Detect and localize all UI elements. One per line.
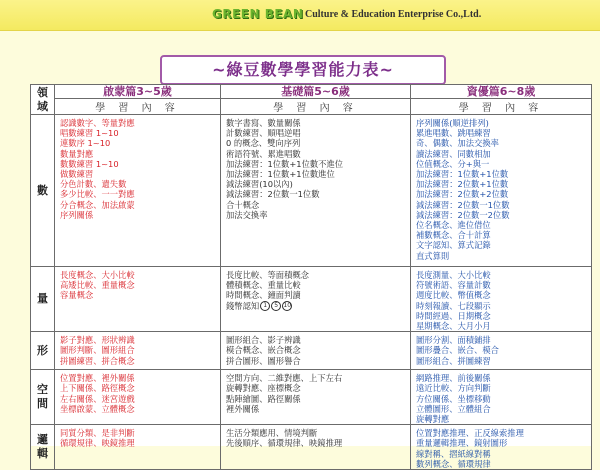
content-line: 唱數練習 1~10 [60, 128, 119, 139]
cell-space-gifted [411, 370, 592, 425]
content-line: 先後順序、循環規律、映鏡推理 [226, 438, 343, 449]
table-row [31, 267, 592, 332]
cell-shape-gifted [411, 332, 592, 370]
content-line: 上下關係、路徑概念 [60, 383, 135, 394]
cell-measure-basic [221, 267, 411, 332]
content-line: 加法練習：2位數+2位數 [416, 189, 509, 200]
content-line: 累進唱數、跳唱練習 [416, 128, 491, 139]
content-line: 位置對應、裡外關係 [60, 373, 135, 384]
content-line: 立體圖形、立體組合 [416, 403, 491, 414]
content-line: 時間概念、鐘面判讀 [226, 290, 301, 301]
domain-logic: 邏 輯 [31, 425, 55, 470]
content-line: 減法練習(10以內) [226, 179, 293, 190]
content-line: 加法交換率 [226, 209, 268, 220]
table-row [31, 332, 592, 370]
content-line: 點陣繪圖、路徑關係 [226, 393, 301, 404]
content-line: 左右關係、迷宮遊戲 [60, 393, 135, 404]
cell-number-beginner [55, 115, 221, 267]
content-line: 分色計數、遺失數 [60, 179, 127, 190]
cell-shape-beginner [55, 332, 221, 370]
cell-number-basic [221, 115, 411, 267]
content-line: 圖形判斷、圖形組合 [60, 345, 135, 356]
content-line: 圖形分割、面積鋪排 [416, 335, 491, 346]
content-line: 坐標啟蒙、立體概念 [60, 403, 135, 414]
table-row [31, 370, 592, 425]
content-line: 方位關係、坐標移動 [416, 393, 491, 404]
content-line: 遠近比較、方向判斷 [416, 383, 491, 394]
content-line: 多少比較、一一對應 [60, 189, 135, 200]
content-line: 讀法練習、同數相加 [416, 148, 491, 159]
cell-logic-basic [221, 425, 411, 470]
content-line: 減法練習：2位數一1位數 [226, 189, 320, 200]
content-line: 生活分類應用、情境判斷 [226, 428, 318, 439]
cell-space-beginner [55, 370, 221, 425]
content-line: 數字書寫、數量關係 [226, 118, 301, 128]
content-line: 拼圖練習、拼合概念 [60, 355, 135, 366]
content-line: 空間方向、二維對應、上下左右 [226, 373, 343, 384]
content-line: 加法練習：1位數+1位數進位 [226, 169, 335, 180]
content-line: 長度概念、大小比較 [60, 270, 135, 280]
content-line: 加法練習：2位數+1位數 [416, 179, 509, 190]
content-line: 循環規律、映鏡推理 [60, 438, 135, 449]
content-line: 做數練習 [60, 169, 94, 180]
cell-measure-beginner [55, 267, 221, 332]
content-line: 星期概念、大月小月 [416, 321, 491, 332]
content-line: 位置對應推理、正反線索推理 [416, 428, 524, 439]
brand-logo: GREEN BEAN [212, 7, 304, 21]
level-subheader: 學 習 內 容 [221, 99, 411, 115]
table-row [31, 425, 592, 470]
content-line: 補數概念、合十計算 [416, 230, 491, 241]
content-line: 週度比較、幣值概念 [416, 290, 491, 301]
domain-measure: 量 [31, 267, 55, 332]
content-line: 0 的概念、雙向序列 [226, 138, 301, 149]
table-row [31, 115, 592, 267]
ability-table [30, 84, 591, 469]
content-line: 減法練習：2位數一2位數 [416, 209, 510, 220]
content-line: 加法練習：1位數+1位數 [416, 169, 509, 180]
cell-number-gifted [411, 115, 592, 267]
content-line: 錢幣認知 1 5 10 [226, 300, 292, 311]
content-line: 奇、偶數、加法交換率 [416, 138, 499, 149]
content-line: 圖形組合、拼圖練習 [416, 355, 491, 366]
content-line: 時刻報讀、七段顯示 [416, 300, 491, 311]
content-line: 線對稱、摺紙線對稱 [416, 448, 491, 459]
content-line: 同質分類、是非判斷 [60, 428, 135, 439]
content-line: 術語符號、累進唱數 [226, 148, 301, 159]
company-name: Culture & Education Enterprise Co.,Ltd. [305, 9, 482, 20]
cell-logic-gifted [411, 425, 592, 470]
level-subheader: 學 習 內 容 [411, 99, 592, 115]
content-line: 認識數字、等量對應 [60, 118, 135, 128]
coin-icon: 1 [260, 301, 270, 311]
content-line: 長度測量、大小比較 [416, 270, 491, 280]
content-line: 文字認知、算式記錄 [416, 240, 491, 251]
cell-logic-beginner [55, 425, 221, 470]
content-line: 合十概念 [226, 199, 260, 210]
content-line: 裡外關係 [226, 403, 260, 414]
content-line: 拼合圖形、圖形譽合 [226, 355, 301, 366]
content-line: 位名概念、進位借位 [416, 220, 491, 231]
page-title: ~綠豆數學學習能力表~ [160, 55, 446, 85]
content-line: 序列關係 [60, 209, 94, 220]
content-line: 影子對應、形狀辨識 [60, 335, 135, 346]
cell-space-basic [221, 370, 411, 425]
content-line: 數數練習 1~10 [60, 158, 119, 169]
content-line: 模合概念、嵌合概念 [226, 345, 301, 356]
header-bar [0, 0, 600, 31]
content-line: 圖形組合、影子辨識 [226, 335, 301, 346]
domain-shape: 形 [31, 332, 55, 370]
content-line: 數列概念、循環規律 [416, 458, 491, 469]
content-line: 減法練習：2位數一1位數 [416, 199, 510, 210]
content-line: 網路推理、前後關係 [416, 373, 491, 384]
domain-number: 數 [31, 115, 55, 267]
level-subheader: 學 習 內 容 [55, 99, 221, 115]
level-title-gifted: 資優篇6~8歲 [411, 85, 592, 99]
content-line: 時間經過、日期概念 [416, 310, 491, 321]
domain-header: 領 域 [31, 85, 55, 115]
domain-space: 空 間 [31, 370, 55, 425]
content-line: 加法練習：1位數+1位數不進位 [226, 158, 344, 169]
content-line: 重量邏輯推理、鏡射圖形 [416, 438, 508, 449]
content-line: 容量概念 [60, 290, 94, 301]
level-title-beginner: 啟蒙篇3~5歲 [55, 85, 221, 99]
content-line: 直式算則 [416, 250, 450, 261]
content-line: 連數序 1~10 [60, 138, 111, 149]
content-line: 旋轉對應 [416, 414, 450, 425]
content-line: 分合概念、加法啟蒙 [60, 199, 135, 210]
content-line: 數量對應 [60, 148, 94, 159]
content-line: 高矮比較、重量概念 [60, 280, 135, 291]
content-line: 長度比較、等面積概念 [226, 270, 309, 280]
coin-icon: 10 [283, 302, 292, 310]
cell-measure-gifted [411, 267, 592, 332]
cell-shape-basic [221, 332, 411, 370]
coin-icon: 5 [271, 301, 281, 311]
content-line: 計數練習、順唱逆唱 [226, 128, 301, 139]
content-line: 符號術語、容量計數 [416, 280, 491, 291]
content-line: 圖形疊合、嵌合、模合 [416, 345, 499, 356]
level-title-basic: 基礎篇5~6歲 [221, 85, 411, 99]
content-line: 旋轉對應、座標概念 [226, 383, 301, 394]
content-line: 序列關係(順逆排列) [416, 118, 489, 128]
content-line: 位值概念、分+與一 [416, 158, 490, 169]
content-line: 體積概念、重量比較 [226, 280, 301, 291]
